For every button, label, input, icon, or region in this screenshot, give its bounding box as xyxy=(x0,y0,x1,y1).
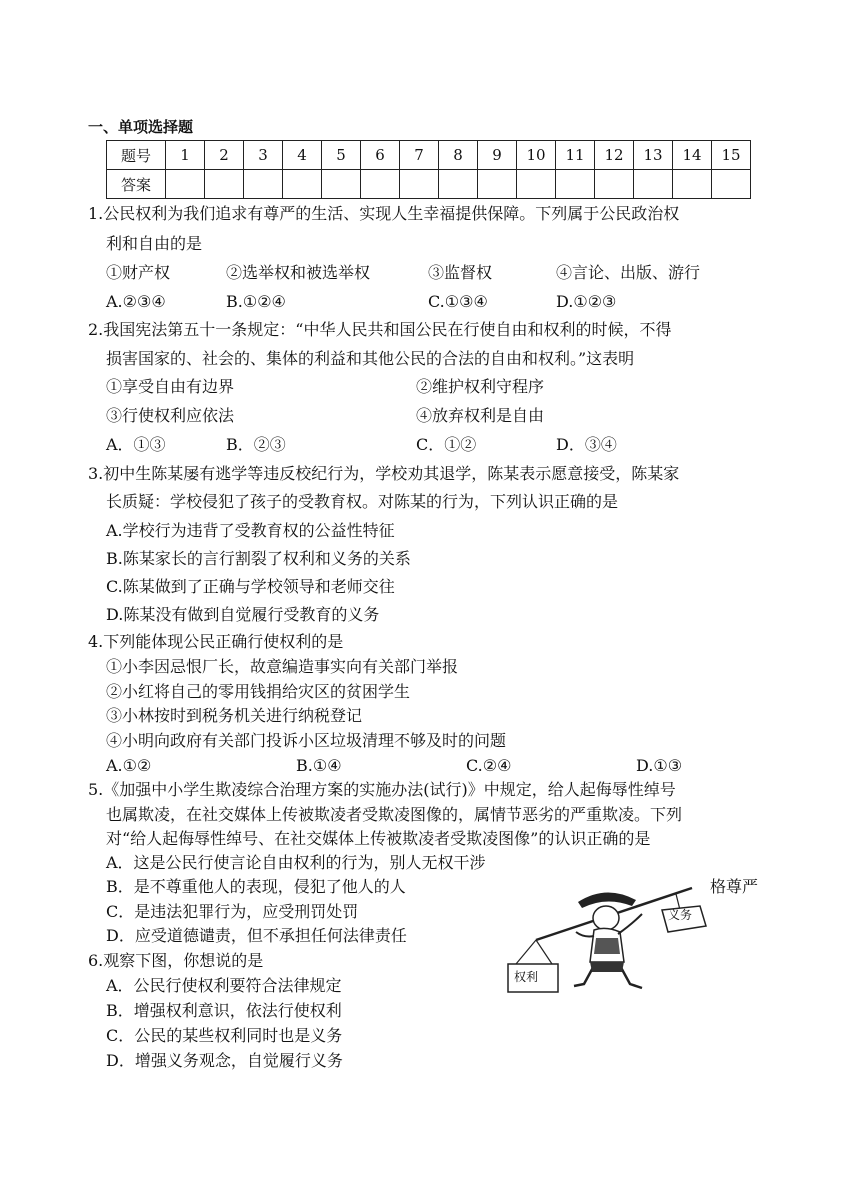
answer-table-number-row xyxy=(107,141,751,170)
answer-cell[interactable] xyxy=(478,170,517,199)
q6-option-d[interactable]: D．增强义务观念，自觉履行义务 xyxy=(106,1051,343,1070)
answer-cell[interactable] xyxy=(712,170,751,199)
q2-option-d[interactable]: D．③④ xyxy=(556,435,617,454)
question-number-cell: 6 xyxy=(361,141,400,170)
q5-option-c[interactable]: C．是违法犯罪行为，应受刑罚处罚 xyxy=(106,902,359,921)
q4-item: ②小红将自己的零用钱捐给灾区的贫困学生 xyxy=(106,682,411,701)
q5-stem-cont: 也属欺凌，在社交媒体上传被欺凌者受欺凌图像的，属情节恶劣的严重欺凌。下列 xyxy=(106,805,683,824)
q2-stem-cont: 损害国家的、社会的、集体的利益和其他公民的合法的自由和权利。”这表明 xyxy=(106,349,635,368)
q4-stem: 4.下列能体现公民正确行使权利的是 xyxy=(88,632,344,651)
question-number-cell: 9 xyxy=(478,141,517,170)
answer-cell[interactable] xyxy=(400,170,439,199)
q2-stem: 2.我国宪法第五十一条规定：“中华人民共和国公民在行使自由和权利的时候，不得 xyxy=(88,320,672,339)
q2-item: ③行使权利应依法 xyxy=(106,406,235,425)
answer-cell[interactable] xyxy=(673,170,712,199)
answer-table xyxy=(106,140,751,199)
q1-option-d[interactable]: D.①②③ xyxy=(556,292,617,311)
q6-option-a[interactable]: A．公民行使权利要符合法律规定 xyxy=(106,976,342,995)
answer-cell[interactable] xyxy=(166,170,205,199)
q4-option-b[interactable]: B.①④ xyxy=(296,756,342,775)
q6-stem: 6.观察下图，你想说的是 xyxy=(88,951,264,970)
question-number-cell: 1 xyxy=(166,141,205,170)
question-number-cell: 3 xyxy=(244,141,283,170)
q5-stem: 5.《加强中小学生欺凌综合治理方案的实施办法(试行)》中规定，给人起侮辱性绰号 xyxy=(88,780,676,799)
answer-cell[interactable] xyxy=(634,170,673,199)
q5-option-b[interactable]: B．是不尊重他人的表现，侵犯了他人的人 xyxy=(106,877,406,896)
answer-cell[interactable] xyxy=(517,170,556,199)
question-number-cell: 15 xyxy=(712,141,751,170)
q4-option-c[interactable]: C.②④ xyxy=(466,756,512,775)
q5-stem-cont: 对“给人起侮辱性绰号、在社交媒体上传被欺凌者受欺凌图像”的认识正确的是 xyxy=(106,829,651,848)
q1-stem: 1.公民权利为我们追求有尊严的生活、实现人生幸福提供保障。下列属于公民政治权 xyxy=(88,204,680,223)
answer-cell[interactable] xyxy=(595,170,634,199)
q6-option-c[interactable]: C．公民的某些权利同时也是义务 xyxy=(106,1026,343,1045)
q1-option-b[interactable]: B.①②④ xyxy=(226,292,286,311)
question-number-cell: 10 xyxy=(517,141,556,170)
q6-option-b[interactable]: B．增强权利意识，依法行使权利 xyxy=(106,1001,342,1020)
question-number-cell: 2 xyxy=(205,141,244,170)
section-title: 一、单项选择题 xyxy=(88,118,194,136)
question-number-cell: 8 xyxy=(439,141,478,170)
q1-stem-cont: 利和自由的是 xyxy=(106,234,203,253)
q2-option-a[interactable]: A．①③ xyxy=(106,435,166,454)
q4-item: ①小李因忌恨厂长，故意编造事实向有关部门举报 xyxy=(106,657,459,676)
q3-stem: 3.初中生陈某屡有逃学等违反校纪行为，学校劝其退学，陈某表示愿意接受，陈某家 xyxy=(88,464,680,483)
answer-table-row1-label: 题号 xyxy=(107,141,166,170)
question-number-cell: 12 xyxy=(595,141,634,170)
q2-item: ①享受自由有边界 xyxy=(106,377,235,396)
q1-option-c[interactable]: C.①③④ xyxy=(428,292,488,311)
answer-cell[interactable] xyxy=(283,170,322,199)
q3-option-c[interactable]: C.陈某做到了正确与学校领导和老师交往 xyxy=(106,577,395,596)
question-number-cell: 13 xyxy=(634,141,673,170)
q5-option-a[interactable]: A．这是公民行使言论自由权利的行为，别人无权干涉 xyxy=(106,853,486,872)
q1-option-a[interactable]: A.②③④ xyxy=(106,292,166,311)
question-number-cell: 14 xyxy=(673,141,712,170)
q1-item: ③监督权 xyxy=(428,263,493,282)
answer-cell[interactable] xyxy=(556,170,595,199)
q3-option-a[interactable]: A.学校行为违背了受教育权的公益性特征 xyxy=(106,521,395,540)
answer-table-row2-label: 答案 xyxy=(107,170,166,199)
q3-option-b[interactable]: B.陈某家长的言行割裂了权利和义务的关系 xyxy=(106,549,411,568)
rights-label: 权利 xyxy=(514,970,539,984)
q2-option-b[interactable]: B．②③ xyxy=(226,435,286,454)
answer-cell[interactable] xyxy=(361,170,400,199)
q2-option-c[interactable]: C．①② xyxy=(416,435,477,454)
q2-item: ④放弃权利是自由 xyxy=(416,406,545,425)
obligation-label: 义务 xyxy=(668,908,693,922)
q4-option-d[interactable]: D.①③ xyxy=(636,756,683,775)
q2-item: ②维护权利守程序 xyxy=(416,377,545,396)
q4-item: ④小明向政府有关部门投诉小区垃圾清理不够及时的问题 xyxy=(106,731,507,750)
q4-option-a[interactable]: A.①② xyxy=(106,756,152,775)
q3-option-d[interactable]: D.陈某没有做到自觉履行受教育的义务 xyxy=(106,605,380,624)
q1-item: ④言论、出版、游行 xyxy=(556,263,701,282)
question-number-cell: 5 xyxy=(322,141,361,170)
answer-cell[interactable] xyxy=(205,170,244,199)
q3-stem-cont: 长质疑：学校侵犯了孩子的受教育权。对陈某的行为，下列认识正确的是 xyxy=(106,492,619,511)
answer-cell[interactable] xyxy=(322,170,361,199)
q5-option-b-tail: 格尊严 xyxy=(710,877,759,896)
answer-cell[interactable] xyxy=(439,170,478,199)
question-number-cell: 11 xyxy=(556,141,595,170)
q4-item: ③小林按时到税务机关进行纳税登记 xyxy=(106,706,363,725)
rights-obligation-illustration xyxy=(496,880,756,1000)
q1-item: ①财产权 xyxy=(106,263,171,282)
q5-option-d[interactable]: D．应受道德谴责，但不承担任何法律责任 xyxy=(106,926,407,945)
question-number-cell: 4 xyxy=(283,141,322,170)
answer-table-answer-row xyxy=(107,170,751,199)
q1-item: ②选举权和被选举权 xyxy=(226,263,371,282)
question-number-cell: 7 xyxy=(400,141,439,170)
answer-cell[interactable] xyxy=(244,170,283,199)
